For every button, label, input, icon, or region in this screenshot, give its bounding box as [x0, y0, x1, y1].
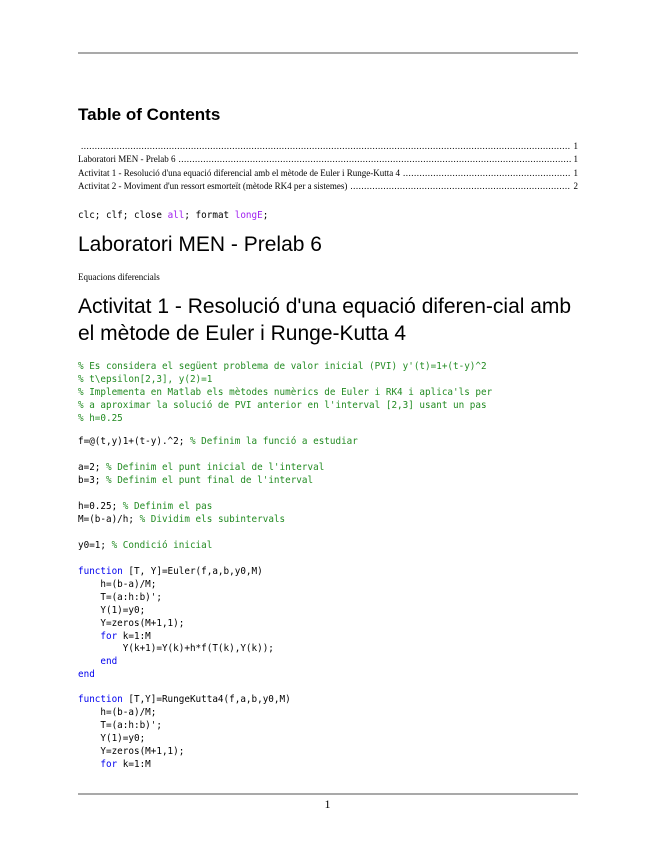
section-heading-lab: Laboratori MEN - Prelab 6: [78, 233, 322, 256]
code-comment: % Definim el pas: [122, 501, 213, 512]
code-block-interval: [78, 462, 324, 488]
code-line-f: [78, 436, 358, 449]
toc-entry-page: 1: [573, 154, 578, 164]
code-comment: % h=0.25: [78, 412, 123, 424]
toc-leader-dots: [81, 141, 571, 151]
code-block-setup: [78, 210, 268, 223]
code-block-comments: [78, 361, 492, 426]
code-text: Y=zeros(M+1,1);: [78, 745, 185, 757]
code-text: Y(k+1)=Y(k)+h*f(T(k),Y(k));: [78, 643, 274, 655]
code-block-step: [78, 501, 285, 527]
toc-entry-text: Activitat 1 - Resolució d'una equació diferencial amb el mètode de Euler i Runge-Kutta 4: [78, 167, 401, 178]
toc-entry[interactable]: [78, 137, 578, 151]
toc-entry[interactable]: [78, 151, 578, 165]
code-keyword: end: [100, 656, 118, 668]
toc-entry-text: Activitat 2 - Moviment d'un ressort esmorteït (mètode RK4 per a sistemes): [78, 181, 348, 191]
page-number: 1: [324, 797, 331, 811]
code-comment: % Definim la funció a estudiar: [189, 436, 358, 447]
toc-entry-page: 2: [573, 181, 578, 191]
code-text: f=@(t,y)1+(t-y).^2;: [78, 436, 190, 447]
code-keyword: for: [100, 758, 118, 770]
code-text: h=0.25;: [78, 501, 123, 512]
code-text: Y(1)=y0;: [78, 604, 146, 616]
code-text: [T, Y]=Euler(f,a,b,y0,M): [122, 566, 263, 577]
table-of-contents: [78, 137, 578, 191]
code-keyword: function: [78, 566, 123, 577]
code-keyword: end: [78, 669, 95, 681]
code-text: k=1:M: [117, 630, 151, 642]
code-text: y0=1;: [78, 540, 112, 551]
header-rule: [78, 52, 578, 54]
code-string: all: [167, 210, 185, 221]
code-text: T=(a:h:b)';: [78, 719, 162, 731]
toc-leader-dots: [178, 154, 570, 164]
code-block-euler: [78, 566, 274, 682]
code-comment: % t\epsilon[2,3], y(2)=1: [78, 373, 213, 385]
code-text: ;: [262, 210, 269, 221]
paragraph-subtitle: Equacions diferencials: [78, 272, 160, 282]
code-comment: % Es considera el següent problema de valor inicial (PVI) y'(t)=1+(t-y)^2: [78, 361, 487, 372]
toc-leader-dots: [403, 168, 570, 178]
code-block-rk4: [78, 694, 291, 771]
code-keyword: function: [78, 694, 123, 705]
code-line-y0: [78, 540, 212, 553]
code-comment: % Dividim els subintervals: [139, 513, 286, 525]
toc-entry-page: 1: [573, 140, 578, 151]
code-comment: % Condició inicial: [111, 540, 213, 551]
code-string: longE: [234, 210, 263, 221]
code-text: T=(a:h:b)';: [78, 591, 162, 603]
code-comment: % Definim el punt final de l'interval: [106, 474, 314, 486]
code-text: [T,Y]=RungeKutta4(f,a,b,y0,M): [122, 694, 291, 705]
code-comment: % Definim el punt inicial de l'interval: [106, 462, 325, 473]
toc-entry-page: 1: [573, 167, 578, 178]
toc-title: Table of Contents: [78, 105, 221, 124]
code-text: h=(b-a)/M;: [78, 578, 157, 590]
toc-entry[interactable]: [78, 178, 578, 192]
code-text: ; format: [184, 210, 235, 221]
toc-entry[interactable]: [78, 164, 578, 178]
code-comment: % Implementa en Matlab els mètodes numèrics de Euler i RK4 i aplica'ls per: [78, 386, 493, 398]
toc-entry-text: Laboratori MEN - Prelab 6: [78, 154, 176, 164]
section-heading-activitat-1: Activitat 1 - Resolució d'una equació diferen-cial amb el mètode de Euler i Runge-Kutta 4: [78, 295, 572, 345]
code-text: k=1:M: [117, 758, 151, 770]
code-text: b=3;: [78, 474, 106, 486]
footer-rule: [78, 793, 578, 795]
code-keyword: for: [100, 630, 118, 642]
code-text: h=(b-a)/M;: [78, 706, 157, 718]
code-text: clc; clf; close: [78, 210, 168, 221]
code-text: Y=zeros(M+1,1);: [78, 617, 185, 629]
toc-leader-dots: [350, 181, 570, 191]
code-comment: % a aproximar la solució de PVI anterior en l'interval [2,3] usant un pas: [78, 399, 487, 411]
code-text: M=(b-a)/h;: [78, 513, 140, 525]
code-text: a=2;: [78, 462, 106, 473]
code-text: Y(1)=y0;: [78, 732, 146, 744]
